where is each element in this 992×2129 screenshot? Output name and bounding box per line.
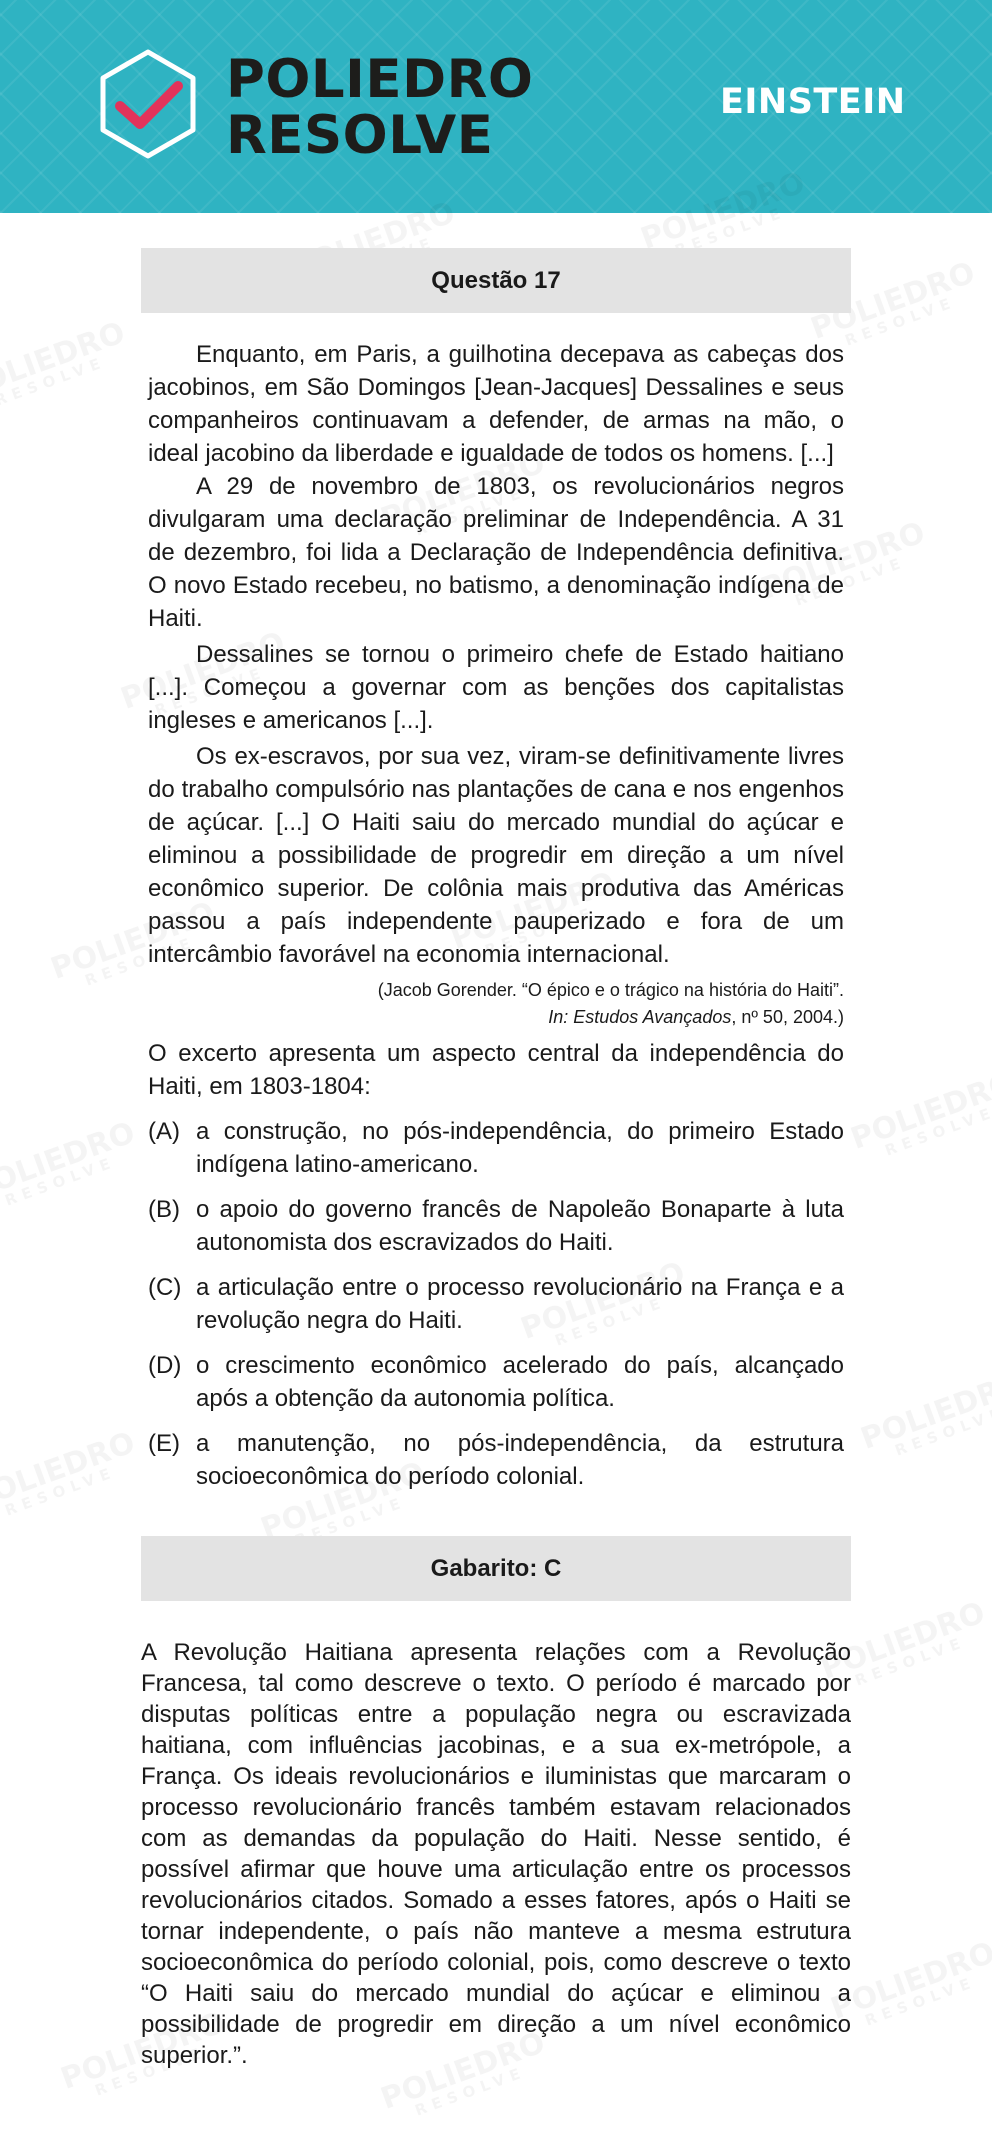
- option-text: o crescimento econômico acelerado do país, alcançado após a obtenção da autonomia política.: [196, 1352, 844, 1412]
- answer-options: [148, 1115, 844, 1493]
- question-prompt: O excerto apresenta um aspecto central da independência do Haiti, em 1803-1804:: [148, 1040, 844, 1100]
- question-title-bar: [141, 248, 851, 313]
- excerpt-paragraph: Os ex-escravos, por sua vez, viram-se definitivamente livres do trabalho compulsório nas plantações de cana e nos engenhos de açúcar. [...] O Haiti saiu do mercado mundial do açúcar e eliminou a possibilidade de progredir em direção a um nível econômico superior. De colônia mais produtiva das Américas passou a país independente pauperizado e fora de um intercâmbio favorável na economia internacional.: [148, 743, 844, 968]
- brand-logo-text: [226, 49, 534, 166]
- answer-title-bar: [141, 1536, 851, 1601]
- source-line-1: (Jacob Gorender. “O épico e o trágico na história do Haiti”.: [377, 980, 844, 1000]
- answer-title: Gabarito: C: [430, 1554, 562, 1582]
- option-c: [148, 1271, 844, 1337]
- source-publication: In: Estudos Avançados: [548, 1007, 732, 1027]
- watermark-logo: [858, 1370, 992, 1468]
- option-a: [148, 1115, 844, 1181]
- question-title: Questão 17: [431, 266, 561, 294]
- option-letter: (E): [148, 1430, 180, 1457]
- option-text: o apoio do governo francês de Napoleão Bonaparte à luta autonomista dos escravizados do Haiti.: [196, 1196, 844, 1256]
- watermark-logo: [0, 320, 134, 418]
- brand-line-2: RESOLVE: [226, 105, 494, 166]
- option-letter: (A): [148, 1118, 180, 1145]
- option-text: a manutenção, no pós-independência, da estrutura socioeconômica do período colonial.: [196, 1430, 844, 1490]
- option-letter: (D): [148, 1352, 182, 1379]
- option-letter: (B): [148, 1196, 180, 1223]
- hexagon-check-icon: [92, 48, 204, 160]
- option-text: a articulação entre o processo revolucionário na França e a revolução negra do Haiti.: [196, 1274, 844, 1334]
- option-b: [148, 1193, 844, 1259]
- watermark-logo: [0, 1120, 144, 1218]
- option-text: a construção, no pós-independência, do primeiro Estado indígena latino-americano.: [196, 1118, 844, 1178]
- option-e: [148, 1427, 844, 1493]
- excerpt-paragraph: A 29 de novembro de 1803, os revolucionários negros divulgaram uma declaração preliminar de Independência. A 31 de dezembro, foi lida a Declaração de Independência definitiva. O novo Estado recebeu, no batismo, a denominação indígena de Haiti.: [148, 473, 844, 632]
- excerpt-paragraph: Dessalines se tornou o primeiro chefe de Estado haitiano [...]. Começou a governar com as benções dos capitalistas ingleses e americanos [...].: [148, 641, 844, 734]
- answer-explanation: A Revolução Haitiana apresenta relações com a Revolução Francesa, tal como descreve o texto. O período é marcado por disputas políticas entre a população negra ou escravizada haitiana, com influências jacobinas, e a sua ex-metrópole, a França. Os ideais revolucionários e iluministas que marcaram o processo revolucionário francês também estavam relacionados com as demandas da população do Haiti. Nesse sentido, é possível afirmar que houve uma articulação entre os processos revolucionários citados. Somado a esses fatores, após o Haiti se tornar independente, o país não manteve a mesma estrutura socioeconômica do período colonial, pois, como descreve o texto “O Haiti saiu do mercado mundial do açúcar e eliminou a possibilidade de progredir em direção a um nível econômico superior.”.: [141, 1639, 851, 2069]
- source-issue: , nº 50, 2004.): [731, 1007, 844, 1027]
- header-banner: [0, 0, 992, 213]
- watermark-logo: [848, 1070, 992, 1168]
- question-body: [148, 338, 844, 1505]
- option-letter: (C): [148, 1274, 182, 1301]
- exam-name: EINSTEIN: [720, 82, 906, 122]
- brand-line-1: POLIEDRO: [226, 49, 534, 110]
- excerpt-source: [148, 977, 844, 1031]
- watermark-logo: [828, 1940, 992, 2038]
- watermark-logo: [0, 1430, 144, 1528]
- option-d: [148, 1349, 844, 1415]
- excerpt-paragraph: Enquanto, em Paris, a guilhotina decepava as cabeças dos jacobinos, em São Domingos [Jean-Jacques] Dessalines e seus companheiros continuavam a defender, de armas na mão, o ideal jacobino da liberdade e igualdade de todos os homens. [...]: [148, 341, 844, 467]
